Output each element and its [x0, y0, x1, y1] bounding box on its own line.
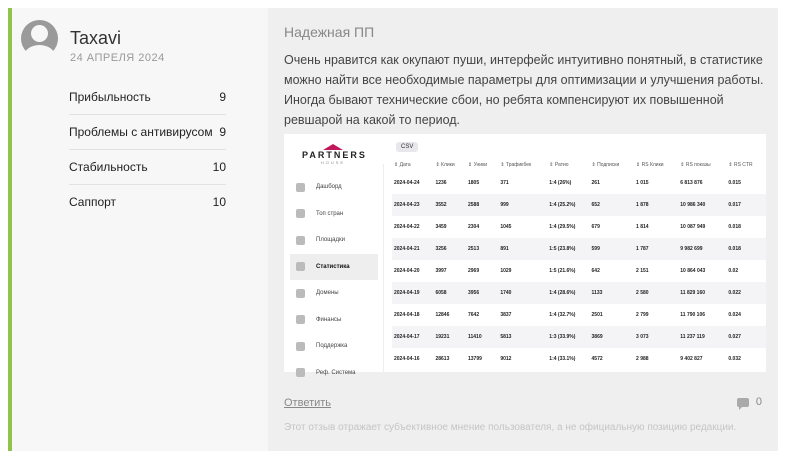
table-row	[392, 260, 766, 282]
table-row	[392, 172, 766, 194]
logo-subword: HOUSE	[320, 160, 346, 165]
disclaimer: Этот отзыв отражает субъективное мнение пользователя, а не официальную позицию редакции.	[284, 422, 737, 433]
column-header: ⇕ Подписки	[591, 162, 620, 168]
table-cell: 2304	[467, 224, 480, 230]
nav-item-label: Топ стран	[316, 210, 344, 217]
logo-word: PARTNERS	[302, 150, 367, 160]
table-cell: 12846	[435, 312, 450, 318]
rating-value: 10	[212, 195, 226, 209]
table-cell: 3459	[435, 224, 447, 230]
comments-counter[interactable]	[737, 396, 762, 408]
table-cell: 1:5 (21.6%)	[549, 268, 576, 274]
table-cell: 0.022	[726, 282, 766, 304]
table-cell: 891	[498, 238, 547, 260]
table-cell: 1 814	[636, 224, 649, 230]
screenshot-nav-item	[290, 201, 378, 228]
screenshot-nav-item	[290, 280, 378, 307]
table-cell: 1:3 (33.9%)	[547, 326, 589, 348]
table-cell: 9012	[500, 356, 512, 362]
rating-label: Прибыльность	[69, 90, 151, 104]
table-cell: 1:4 (33.1%)	[549, 356, 576, 362]
rating-label: Саппорт	[69, 195, 117, 209]
table-cell: 6058	[433, 282, 466, 304]
table-cell: 2588	[466, 194, 498, 216]
comment-icon	[737, 398, 749, 407]
table-cell: 9 402 827	[680, 356, 703, 362]
column-header: ⇕ Уники	[467, 162, 488, 168]
nav-item-icon	[296, 209, 305, 218]
nav-item-icon	[296, 183, 305, 192]
column-header: ⇕ RS показы	[680, 162, 711, 168]
sidebar-divider	[383, 164, 384, 372]
table-cell: 0.032	[728, 356, 741, 362]
table-cell: 2501	[591, 312, 603, 318]
table-cell: 13799	[467, 356, 482, 362]
table-cell: 11410	[466, 326, 498, 348]
screenshot-nav-item	[290, 174, 378, 201]
table-cell: 371	[500, 180, 509, 186]
screenshot-sidebar	[290, 174, 378, 386]
rating-label: Стабильность	[69, 160, 148, 174]
nav-item-label: Дашборд	[316, 184, 342, 191]
review-author-panel	[12, 8, 268, 451]
table-cell: 652	[590, 194, 635, 216]
screenshot-nav-item	[290, 333, 378, 360]
author-name: Taxavi	[70, 28, 122, 48]
table-cell: 3956	[466, 282, 498, 304]
table-cell: 2 580	[634, 282, 678, 304]
table-cell: 1:4 (25.2%)	[547, 194, 589, 216]
table-cell: 0.027	[726, 326, 766, 348]
nav-item-icon	[296, 236, 305, 245]
table-cell: 1029	[500, 268, 512, 274]
table-cell: 6 813 876	[680, 180, 703, 186]
table-cell: 10 087 949	[680, 224, 706, 230]
table-cell: 2024-04-19	[392, 282, 433, 304]
rating-value: 10	[212, 160, 226, 174]
table-cell: 0.017	[726, 194, 766, 216]
review-screenshot[interactable]	[284, 134, 766, 376]
table-cell: 3869	[590, 326, 635, 348]
table-cell: 261	[591, 180, 600, 186]
table-cell: 1:4 (26%)	[549, 180, 572, 186]
table-cell: 642	[591, 268, 600, 274]
nav-item-label: Финансы	[316, 316, 342, 323]
table-cell: 1045	[500, 224, 512, 230]
ratings-list	[69, 80, 226, 219]
table-cell: 4572	[591, 356, 603, 362]
table-cell: 3552	[433, 194, 466, 216]
avatar-head	[31, 25, 48, 42]
review-title: Надежная ПП	[284, 24, 375, 40]
table-cell: 2024-04-22	[394, 224, 420, 230]
nav-item-label: Статистика	[316, 263, 350, 270]
table-cell: 0.018	[728, 224, 741, 230]
table-cell: 11 790 106	[680, 312, 706, 318]
table-cell: 2 799	[636, 312, 649, 318]
screenshot-nav-item	[290, 254, 378, 281]
column-header: ⇕ RS CTR	[728, 162, 753, 168]
rating-row	[69, 150, 226, 185]
table-cell: 2513	[466, 238, 498, 260]
table-row	[392, 282, 766, 304]
table-cell: 1740	[498, 282, 547, 304]
table-cell: 1236	[435, 180, 447, 186]
table-cell: 11 829 160	[678, 282, 726, 304]
rating-value: 9	[219, 90, 226, 104]
review-text: Очень нравится как окупают пуши, интерфейс интуитивно понятный, в статистике можно найти все необходимые параметры для оптимизации и улучшения работы. Иногда бывают технические сбои, но ребята компенсируют их повышенной ревшарой на какой то период.	[284, 53, 764, 127]
table-cell: 1:5 (23.8%)	[547, 238, 589, 260]
screenshot-nav-item	[290, 360, 378, 387]
nav-item-icon	[296, 289, 305, 298]
table-row	[392, 326, 766, 348]
table-cell: 679	[591, 224, 600, 230]
table-cell: 2024-04-24	[394, 180, 420, 186]
rating-label: Проблемы с антивирусом	[69, 125, 213, 139]
table-cell: 1:4 (32.7%)	[549, 312, 576, 318]
review-card	[8, 8, 778, 451]
table-cell: 599	[590, 238, 635, 260]
table-cell: 999	[498, 194, 547, 216]
table-cell: 1 787	[634, 238, 678, 260]
table-cell: 2024-04-18	[394, 312, 420, 318]
table-cell: 1133	[590, 282, 635, 304]
table-cell: 2024-04-16	[394, 356, 420, 362]
table-cell: 0.015	[728, 180, 741, 186]
nav-item-icon	[296, 368, 305, 377]
table-cell: 28613	[435, 356, 450, 362]
csv-button: CSV	[396, 142, 418, 152]
table-cell: 9 982 699	[678, 238, 726, 260]
table-row	[392, 304, 766, 326]
column-header: ⇕ Трафикбек	[500, 162, 532, 168]
stats-table	[392, 158, 766, 370]
rating-row	[69, 115, 226, 150]
nav-item-icon	[296, 262, 305, 271]
table-cell: 19231	[433, 326, 466, 348]
rating-row	[69, 185, 226, 219]
table-cell: 1 015	[636, 180, 649, 186]
table-cell: 11 237 119	[678, 326, 726, 348]
table-cell: 2024-04-21	[392, 238, 433, 260]
column-header: ⇕ Дата	[394, 162, 411, 168]
table-cell: 0.024	[728, 312, 741, 318]
table-cell: 2 151	[636, 268, 649, 274]
table-cell: 10 986 340	[678, 194, 726, 216]
nav-item-label: Реф. Система	[316, 369, 356, 376]
nav-item-label: Площадки	[316, 237, 345, 244]
table-cell: 3 073	[634, 326, 678, 348]
table-header-row	[392, 158, 766, 172]
table-cell: 10 864 043	[680, 268, 706, 274]
column-header: ⇕ Клики	[435, 162, 455, 168]
table-cell: 1 878	[634, 194, 678, 216]
table-cell: 1:4 (28.6%)	[547, 282, 589, 304]
review-date: 24 АПРЕЛЯ 2024	[70, 52, 165, 64]
nav-item-icon	[296, 315, 305, 324]
table-cell: 3256	[433, 238, 466, 260]
table-cell: 3997	[435, 268, 447, 274]
rating-row	[69, 80, 226, 115]
table-cell: 2969	[467, 268, 480, 274]
table-cell: 0.02	[728, 268, 739, 274]
table-row	[392, 216, 766, 238]
table-cell: 1:4 (29.5%)	[549, 224, 576, 230]
table-row	[392, 348, 766, 370]
table-cell: 1805	[467, 180, 480, 186]
table-cell: 0.018	[726, 238, 766, 260]
column-header: ⇕ Ратио	[549, 162, 569, 168]
comment-count: 0	[755, 396, 762, 408]
table-cell: 2024-04-20	[394, 268, 420, 274]
table-cell: 2 988	[636, 356, 649, 362]
review-content	[268, 8, 778, 451]
reply-link[interactable]: Ответить	[284, 397, 332, 409]
nav-item-icon	[296, 342, 305, 351]
screenshot-nav-item	[290, 307, 378, 334]
table-row	[392, 238, 766, 260]
table-row	[392, 194, 766, 216]
table-cell: 5813	[498, 326, 547, 348]
avatar	[21, 20, 58, 57]
table-cell: 3837	[500, 312, 512, 318]
nav-item-label: Домены	[316, 290, 339, 297]
partners-house-logo	[302, 144, 367, 165]
nav-item-label: Поддержка	[316, 343, 348, 350]
rating-value: 9	[219, 125, 226, 139]
column-header: ⇕ RS Клики	[636, 162, 664, 168]
table-cell: 2024-04-17	[392, 326, 433, 348]
avatar-body	[24, 45, 55, 67]
screenshot-nav-item	[290, 227, 378, 254]
table-cell: 2024-04-23	[392, 194, 433, 216]
table-cell: 7642	[467, 312, 480, 318]
